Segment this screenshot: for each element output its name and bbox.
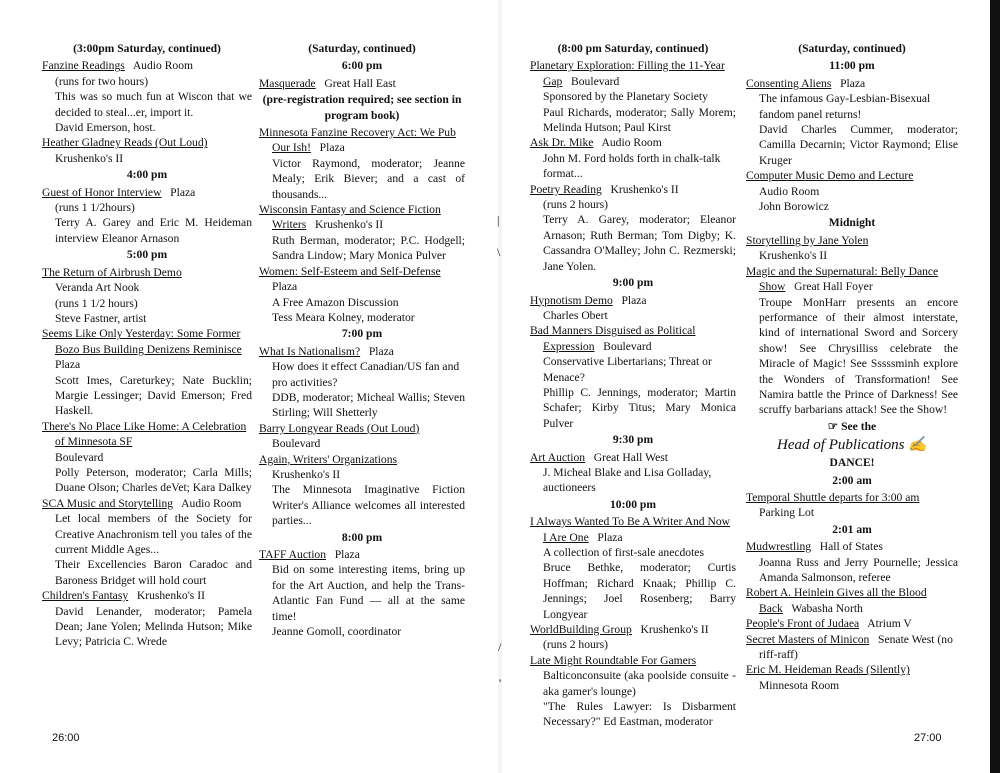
event-detail: J. Micheal Blake and Lisa Golladay, auctioneers bbox=[543, 465, 712, 495]
event-detail: David Lenander, moderator; Pamela Dean; Jane Yolen; Melinda Hutson; Mike Levy; Patricia C. Wrede bbox=[55, 604, 252, 649]
event-location: Boulevard bbox=[571, 74, 620, 88]
event-detail: "The Rules Lawyer: Is Disbarment Necessary?" Ed Eastman, moderator bbox=[543, 700, 736, 729]
event-title-line bbox=[42, 58, 252, 73]
event-title: Women: Self-Esteem and Self-Defense bbox=[259, 264, 441, 278]
event-title-line bbox=[746, 585, 958, 616]
event-location: Great Hall West bbox=[593, 450, 668, 464]
time-heading: (3:00pm Saturday, continued) bbox=[73, 42, 221, 55]
event-title-line bbox=[530, 323, 736, 354]
event-title-line bbox=[530, 622, 736, 637]
scan-mark: \ bbox=[497, 245, 501, 259]
column-right-2 bbox=[746, 40, 958, 693]
event-detail: (runs 2 hours) bbox=[543, 638, 609, 652]
event-location: Plaza bbox=[597, 530, 623, 544]
event-title-line bbox=[746, 233, 958, 248]
event-title: Fanzine Readings bbox=[42, 59, 125, 73]
event-location: Great Hall East bbox=[324, 76, 396, 90]
event-title: Barry Longyear Reads (Out Loud) bbox=[259, 421, 420, 435]
event-title: Poetry Reading bbox=[530, 182, 602, 196]
time-heading: 9:00 pm bbox=[612, 276, 654, 290]
event-detail: The Minnesota Imaginative Fiction Writer's Alliance welcomes all interested parties... bbox=[272, 483, 465, 528]
event-title: Art Auction bbox=[530, 450, 586, 464]
event-detail: Victor Raymond, moderator; Jeanne Mealy; Erik Biever; and a cast of thousands... bbox=[272, 156, 465, 201]
event-title-line bbox=[746, 76, 958, 91]
event-location: Plaza bbox=[621, 293, 647, 307]
event-detail: Krushenko's II bbox=[55, 151, 124, 165]
event-title: Seems Like Only Yesterday: Some Former Bozo Bus Building Denizens Reminisce bbox=[42, 327, 242, 356]
event-title: Late Might Roundtable For Gamers bbox=[530, 653, 697, 667]
event-location: Senate West (no riff-raff) bbox=[759, 632, 953, 662]
event-title-line bbox=[530, 293, 736, 308]
time-heading: (Saturday, continued) bbox=[798, 42, 906, 55]
event-title-line bbox=[259, 76, 465, 91]
event-title: There's No Place Like Home: A Celebration of Minnesota SF bbox=[42, 419, 247, 449]
event-detail: Plaza bbox=[272, 280, 298, 294]
event-detail: This was so much fun at Wiscon that we decided to steal...er, import it. bbox=[55, 90, 252, 119]
event-detail: How does it effect Canadian/US fan and pro activities? bbox=[272, 360, 460, 389]
time-heading: 11:00 pm bbox=[829, 59, 875, 73]
event-title: Minnesota Fanzine Recovery Act: We Pub Our Ish! bbox=[259, 126, 456, 155]
event-title: Wisconsin Fantasy and Science Fiction Writers bbox=[259, 203, 441, 232]
event-detail: Paul Richards, moderator; Sally Morem; Melinda Hutson; Paul Kirst bbox=[543, 105, 736, 135]
column-left-2 bbox=[259, 40, 465, 639]
scan-mark: ' bbox=[499, 676, 502, 690]
event-detail: Conservative Libertarians; Threat or Menace? bbox=[543, 355, 712, 384]
event-title: Ask Dr. Mike bbox=[530, 136, 594, 150]
event-title-line bbox=[259, 125, 465, 156]
event-detail: A Free Amazon Discussion bbox=[272, 295, 399, 309]
time-heading: (Saturday, continued) bbox=[308, 42, 416, 55]
event-title: Magic and the Supernatural: Belly Dance Show bbox=[746, 264, 939, 294]
event-detail: Ruth Berman, moderator; P.C. Hodgell; Sandra Lindow; Mary Monica Pulver bbox=[272, 233, 465, 263]
event-detail: Veranda Art Nook bbox=[55, 281, 140, 295]
event-title-line bbox=[746, 662, 958, 677]
event-detail: Bruce Bethke, moderator; Curtis Hoffman; Richard Knaak; Phillip C. Jennings; Joel Rosenberg; Barry Longyear bbox=[543, 561, 736, 621]
column-right-1 bbox=[530, 40, 736, 730]
event-detail: Audio Room bbox=[759, 184, 820, 198]
time-heading: 6:00 pm bbox=[341, 59, 383, 73]
event-title-line bbox=[530, 653, 736, 668]
event-title: Robert A. Heinlein Gives all the Blood Back bbox=[746, 586, 927, 615]
event-location: Audio Room bbox=[181, 496, 242, 510]
event-title-line bbox=[42, 265, 252, 280]
event-title-line bbox=[530, 450, 736, 465]
event-detail: Sponsored by the Planetary Society bbox=[543, 90, 708, 104]
event-detail: Tess Meara Kolney, moderator bbox=[272, 310, 415, 324]
event-title-line bbox=[530, 182, 736, 197]
feature-note: Head of Publications ✍ bbox=[777, 437, 927, 454]
event-detail: Terry A. Garey, moderator; Eleanor Arnason; Ruth Berman; Tom Digby; K. Cassandra O'Malley; John C. Rezmerski; Jane Yolen. bbox=[543, 213, 736, 273]
event-title: Eric M. Heideman Reads (Silently) bbox=[746, 663, 910, 677]
event-title: Planetary Exploration: Filling the 11-Year Gap bbox=[530, 59, 725, 88]
time-heading: 5:00 pm bbox=[126, 248, 168, 262]
event-title-line bbox=[42, 135, 252, 150]
time-heading: 2:00 am bbox=[832, 473, 872, 487]
event-detail: Charles Obert bbox=[543, 308, 608, 322]
event-detail: Polly Peterson, moderator; Carla Mills; Duane Olson; Charles deVet; Kara Dalkey bbox=[55, 465, 252, 495]
event-location: Boulevard bbox=[603, 339, 652, 353]
time-heading: 7:00 pm bbox=[341, 327, 383, 341]
time-heading: 4:00 pm bbox=[126, 168, 168, 182]
event-location: Plaza bbox=[334, 548, 360, 561]
event-detail: Scott Imes, Careturkey; Nate Bucklin; Margie Lessinger; David Emerson; Fred Haskell. bbox=[55, 373, 252, 418]
event-title-line bbox=[42, 419, 252, 450]
event-title-line bbox=[530, 514, 736, 545]
event-title: Hypnotism Demo bbox=[530, 293, 613, 307]
event-location: Plaza bbox=[319, 141, 345, 155]
event-detail: (runs 2 hours) bbox=[543, 198, 609, 212]
event-location: Krushenko's II bbox=[610, 182, 679, 196]
event-detail: Boulevard bbox=[55, 450, 104, 464]
event-title-line bbox=[746, 490, 958, 505]
event-title-line bbox=[42, 185, 252, 200]
time-heading: 10:00 pm bbox=[609, 497, 657, 511]
event-location: Atrium V bbox=[867, 617, 912, 631]
event-location: Audio Room bbox=[132, 59, 194, 73]
event-title-line bbox=[530, 135, 736, 150]
event-title-line bbox=[259, 344, 465, 359]
event-title-line bbox=[259, 547, 465, 562]
event-title-line bbox=[42, 496, 252, 511]
event-location: Hall of States bbox=[819, 540, 883, 554]
time-heading: 8:00 pm bbox=[341, 530, 383, 544]
event-title: Masquerade bbox=[259, 76, 316, 90]
event-detail: John Borowicz bbox=[759, 200, 829, 214]
page-number-right: 27:00 bbox=[914, 732, 942, 744]
column-left-1 bbox=[42, 40, 252, 650]
time-heading: (pre-registration required; see section in program book) bbox=[262, 93, 462, 122]
event-title: Computer Music Demo and Lecture bbox=[746, 169, 914, 183]
event-title: Bad Manners Disguised as Political Expression bbox=[530, 324, 696, 353]
time-heading: (8:00 pm Saturday, continued) bbox=[557, 42, 709, 55]
event-title: Again, Writers' Organizations bbox=[259, 452, 398, 466]
event-location: Great Hall Foyer bbox=[794, 280, 873, 294]
event-title: TAFF Auction bbox=[259, 548, 327, 561]
event-detail: Joanna Russ and Jerry Pournelle; Jessica Amanda Salmonson, referee bbox=[759, 555, 958, 584]
scan-mark: / bbox=[498, 640, 502, 654]
event-title-line bbox=[42, 326, 252, 372]
event-detail: David Emerson, host. bbox=[55, 121, 156, 135]
time-heading: Midnight bbox=[828, 216, 876, 230]
event-title: Children's Fantasy bbox=[42, 589, 129, 603]
event-detail: A collection of first-sale anecdotes bbox=[543, 546, 704, 559]
event-location: Wabasha North bbox=[791, 601, 863, 615]
event-title: Storytelling by Jane Yolen bbox=[746, 233, 869, 247]
center-note: DANCE! bbox=[829, 456, 875, 470]
event-title-line bbox=[259, 421, 465, 436]
event-title-line bbox=[746, 264, 958, 295]
event-location: Krushenko's II bbox=[136, 589, 205, 603]
event-detail: Balticonconsuite (aka poolside consuite - aka gamer's lounge) bbox=[543, 669, 736, 698]
event-detail: Minnesota Room bbox=[759, 678, 840, 692]
page-number-left: 26:00 bbox=[52, 732, 80, 744]
event-title-line bbox=[42, 588, 252, 603]
event-title: Temporal Shuttle departs for 3:00 am bbox=[746, 490, 920, 504]
event-title: Secret Masters of Minicon bbox=[746, 632, 870, 646]
event-location: Krushenko's II bbox=[640, 623, 709, 637]
event-detail: Their Excellencies Baron Caradoc and Baroness Bridget will hold court bbox=[55, 558, 252, 587]
event-title-line bbox=[746, 539, 958, 554]
event-title-line bbox=[259, 452, 465, 467]
event-title-line bbox=[746, 168, 958, 183]
event-title: Heather Gladney Reads (Out Loud) bbox=[42, 136, 208, 150]
event-detail: (runs 1 1/2 hours) bbox=[55, 296, 138, 310]
page-spine bbox=[498, 0, 502, 773]
center-note: ☞ See the bbox=[827, 419, 877, 433]
event-detail: (runs 1 1/2hours) bbox=[55, 201, 135, 215]
event-detail: Parking Lot bbox=[759, 506, 815, 520]
event-detail: Steve Fastner, artist bbox=[55, 311, 147, 325]
event-title: What Is Nationalism? bbox=[259, 344, 361, 358]
event-detail: Boulevard bbox=[272, 437, 321, 451]
event-title-line bbox=[746, 616, 958, 631]
event-detail: David Charles Cummer, moderator; Camilla Decarnin; Victor Raymond; Elise Kruger bbox=[759, 123, 958, 167]
event-location: Plaza bbox=[170, 185, 196, 199]
event-detail: DDB, moderator; Micheal Wallis; Steven Stirling; Will Shetterly bbox=[272, 390, 465, 420]
scan-edge bbox=[990, 0, 1000, 773]
event-location: Plaza bbox=[55, 358, 81, 372]
event-detail: The infamous Gay-Lesbian-Bisexual fandom panel returns! bbox=[759, 92, 931, 121]
event-title: People's Front of Judaea bbox=[746, 617, 860, 631]
event-location: Audio Room bbox=[601, 136, 662, 150]
event-detail: Krushenko's II bbox=[272, 467, 341, 481]
event-detail: John M. Ford holds forth in chalk-talk format... bbox=[543, 151, 721, 181]
event-title: WorldBuilding Group bbox=[530, 623, 632, 637]
event-location: Krushenko's II bbox=[315, 218, 384, 232]
event-detail: Troupe MonHarr presents an encore performance of their almost interstate, kind of international Sword and Sorcery show! See Chrysilliss celebrate the Miracle of Magic! See Sssssminh explore the Wonders of Transformation! See Namira battle the Prince of Darkness! See scruffy barbarians attack! See the Show! bbox=[759, 295, 958, 417]
event-detail: Let local members of the Society for Creative Anachronism tell you tales of the current Middle Ages... bbox=[55, 512, 252, 556]
event-detail: Bid on some interesting items, bring up for the Art Auction, and help the Trans-Atlantic Fan Fund — all at the same time! bbox=[272, 563, 465, 623]
event-title: SCA Music and Storytelling bbox=[42, 496, 174, 510]
time-heading: 2:01 am bbox=[832, 522, 872, 536]
event-title: Consenting Aliens bbox=[746, 76, 832, 90]
event-title: I Always Wanted To Be A Writer And Now I Are One bbox=[530, 515, 731, 544]
event-title: The Return of Airbrush Demo bbox=[42, 265, 182, 279]
scan-mark: | bbox=[497, 213, 500, 227]
event-title: Mudwrestling bbox=[746, 540, 812, 554]
event-title-line bbox=[259, 202, 465, 233]
event-detail: Terry A. Garey and Eric M. Heideman interview Eleanor Arnason bbox=[55, 216, 252, 245]
event-detail: Jeanne Gomoll, coordinator bbox=[272, 625, 402, 639]
event-title: Guest of Honor Interview bbox=[42, 185, 162, 199]
event-title-line bbox=[746, 632, 958, 663]
event-detail: Krushenko's II bbox=[759, 249, 828, 263]
time-heading: 9:30 pm bbox=[612, 433, 654, 447]
event-location: Plaza bbox=[840, 76, 866, 90]
event-detail: (runs for two hours) bbox=[55, 74, 149, 88]
event-location: Plaza bbox=[368, 344, 394, 358]
event-title-line bbox=[259, 264, 465, 279]
event-title-line bbox=[530, 58, 736, 89]
event-detail: Phillip C. Jennings, moderator; Martin Schafer; Kirby Titus; Mary Monica Pulver bbox=[543, 385, 736, 430]
